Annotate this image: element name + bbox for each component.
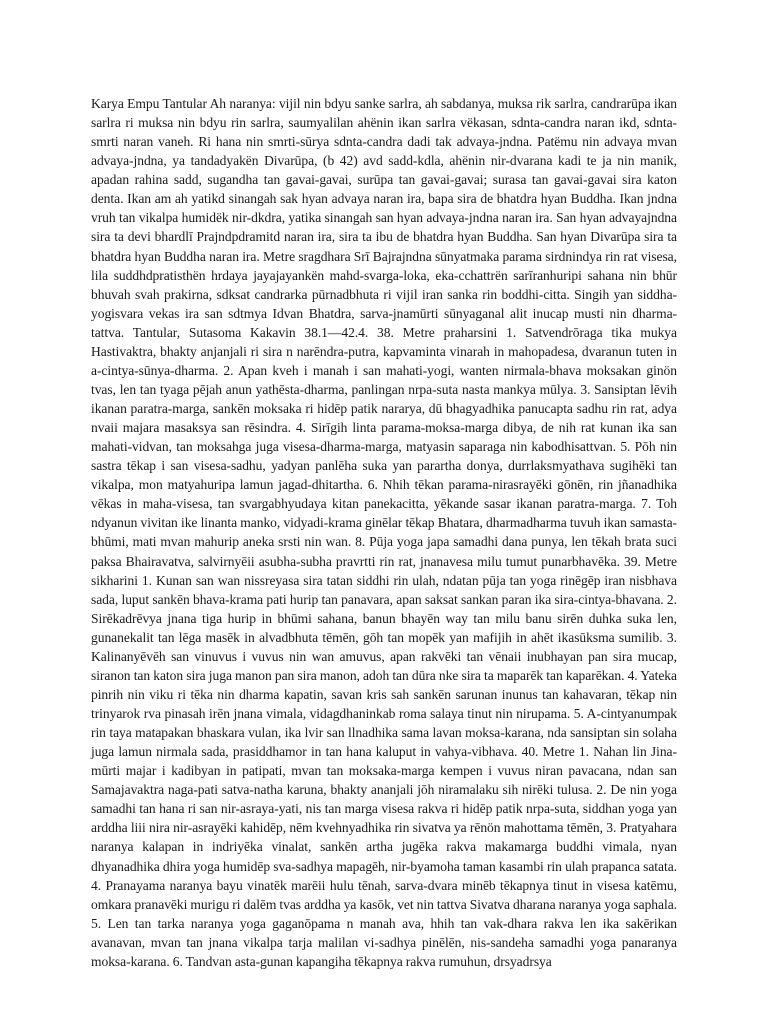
body-text: Karya Empu Tantular Ah naranya: vijil nin bdyu sanke sarlra, ah sabdanya, muksa rik sarlra, candrarūpa ikan sarlra ri muksa nin bdyu rin sarlra, saumyalilan ahënin ikan sarlra vëkasan, sdnta-candra naran ikd, sdnta-smrti naran vaneh. Ri hana nin smrti-sūrya sdnta-candra dadi tak advaya-jndna. Patëmu nin advaya mvan advaya-jndna, ya tandadyakën Divarūpa, (b 42) avd sadd-kdla, ahënin nir-dvarana kadi te ja nin manik, apadan rahina sadd, sugandha tan gavai-gavai, surūpa tan gavai-gavai; surasa tan gavai-gavai sira katon denta. Ikan am ah yatikd sinangah sak hyan advaya naran ira, bapa sira de bhatdra hyan Buddha. Ikan jndna vruh tan vikalpa humidëk nir-dkdra, yatika sinangah san hyan advaya-jndna naran ira. San hyan advayajndna sira ta devi bhardlī Prajndpdramitd naran ira, sira ta ibu de bhatdra hyan Buddha. San hyan Divarūpa sira ta bhatdra hyan Buddha naran ira. Metre sragdhara Srī Bajrajndna sūnyatmaka parama sirdnindya rin rat visesa, lila suddhdpratisthën hrdaya jayajayankën mahd-svarga-loka, eka-cchattrën sarīranhuripi sahana nin bhūr bhuvah svah prakirna, sdksat candrarka pūrnadbhuta ri vijil iran sanka rin boddhi-citta. Singih yan siddha-yogisvara vekas ira san sdtmya Idvan Bhatdra, sarva-jnamūrti sūnyaganal alit inucap musti nin dharma-tattva. Tantular, Sutasoma Kakavin 38.1—42.4. 38. Metre praharsini 1. Satvendrōraga tika mukya Hastivaktra, bhakty anjanjali ri sira n narēndra-putra, kapvaminta vinarah in mahopadesa, dvaranun tuten in a-cintya-sūnya-dharma. 2. Apan kveh i manah i san mahati-yogi, wanten nirmala-bhava moksakan ginön tvas, len tan tyaga pējah anun yathēsta-dharma, panlingan nrpa-suta nasta mankya mūlya. 3. Sansiptan lēvih ikanan paratra-marga, sankēn moksaka ri hidēp patik nararya, dū bhagyadhika panucapta sadhu rin rat, adya nvaii majara masaksya san rēsindra. 4. Sirīgih linta parama-moksa-marga dibya, de nih rat kunan ika san mahati-vidvan, tan moksahga juga visesa-dharma-marga, matyasin saparaga nin kabodhisattvan. 5. Pōh nin sastra tēkap i san visesa-sadhu, yadyan panlēha suka yan parartha donya, durrlaksmyathava sugihēki tan vikalpa, mon matyahuripa lamun jagad-dhitartha. 6. Nhih tēkan parama-nirasrayēki gōnēn, rin jñanadhika vēkas in maha-visesa, tan svargabhyudaya kitan panekacitta, yēkande sasar ikanan paratra-marga. 7. Toh ndyanun vivitan ike linanta manko, vidyadi-krama ginēlar tēkap Bhatara, dharmadharma tuvuh ikan samasta-bhūmi, mati mvan mahurip aneka srsti nin wan. 8. Pūja yoga japa samadhi dana punya, len tēkah brata suci paksa Bhairavatva, salvirnyēii asubha-subha pravrtti rin rat, jnanavesa milu tumut punarbhavēka. 39. Metre sikharini 1. Kunan san wan nissreyasa sira tatan siddhi rin ulah, ndatan pūja tan yoga rinēgēp iran nisbhava sada, luput sankēn bhava-krama pati hurip tan panavara, apan saksat sankan paran ika sira-cintya-bhavana. 2. Sirēkadrēvya jnana tiga hurip in bhūmi sahana, banun bhayēn way tan milu banu sirēn duhka suka len, gunanekalit tan lēga masēk in alvadbhuta tēmēn, gōh tan mopēk yan mafijih in ahēt ikasūksma sumilib. 3. Kalinanyēvēh san vinuvus i vuvus nin wan amuvus, apan rakvēki tan vēnaii inubhayan pan sira mucap, siranon tan katon sira juga manon pan sira manon, adoh tan dūra nke sira ta maparēk tan kaparēkan. 4. Yateka pinrih nin viku ri tēka nin dharma kapatin, savan kris sah sankēn sarunan inunus tan kahavaran, tēkap nin trinyarok rva pinasah irēn jnana vimala, vidagdhaninkab roma salaya tinut nin nirupama. 5. A-cintyanumpak rin taya matapakan bhaskara vulan, ika lvir san llnadhika sama lavan moksa-karana, nda sansiptan sin solaha juga lamun nirmala sada, prasiddhamor in tan hana kaluput in vahya-vibhava. 40. Metre 1. Nahan lin Jina-mūrti majar i kadibyan in patipati, mvan tan moksaka-marga kempen i vuvus niran pavacana, ndan san Samajavaktra naga-pati satva-natha karuna, bhakty ananjali jōh niramalaku sih nirēki tulusa. 2. De nin yoga samadhi tan hana ri san nir-asraya-yati, nis tan marga visesa rakva ri hidēp patik nrpa-suta, siddhan yoga yan arddha liii nira nir-asrayēki kahidēp, nēm kvehnyadhika rin sivatva ya rēnön mahottama tēmēn, 3. Pratyahara naranya kalapan in indriyēka vinalat, sankēn artha jugēka rakva makamarga buddhi vimala, nyan dhyanadhika dhira yoga humidēp sva-sadhya mapagēh, nir-byamoha taman kasambi rin ulah prapanca satata. 4. Pranayama naranya bayu vinatēk marēii hulu tēnah, sarva-dvara minēb tēkapnya tinut in visesa katēmu, omkara pranavēki murigu ri dalēm tvas arddha ya kasōk, vet nin tattva Sivatva dharana naranya yoga saphala. 5. Len tan tarka naranya yoga gaganōpama n manah ava, hhih tan vak-dhara rakva len ika sakērikan avanavan, mvan tan jnana vikalpa tarja malilan vi-sadhya pinēlēn, nis-sandeha samadhi yoga panaranya moksa-karana. 6. Tandvan asta-gunan kapangiha tēkapnya rakva rumuhun, drsyadrsya bbox=[91, 96, 677, 969]
